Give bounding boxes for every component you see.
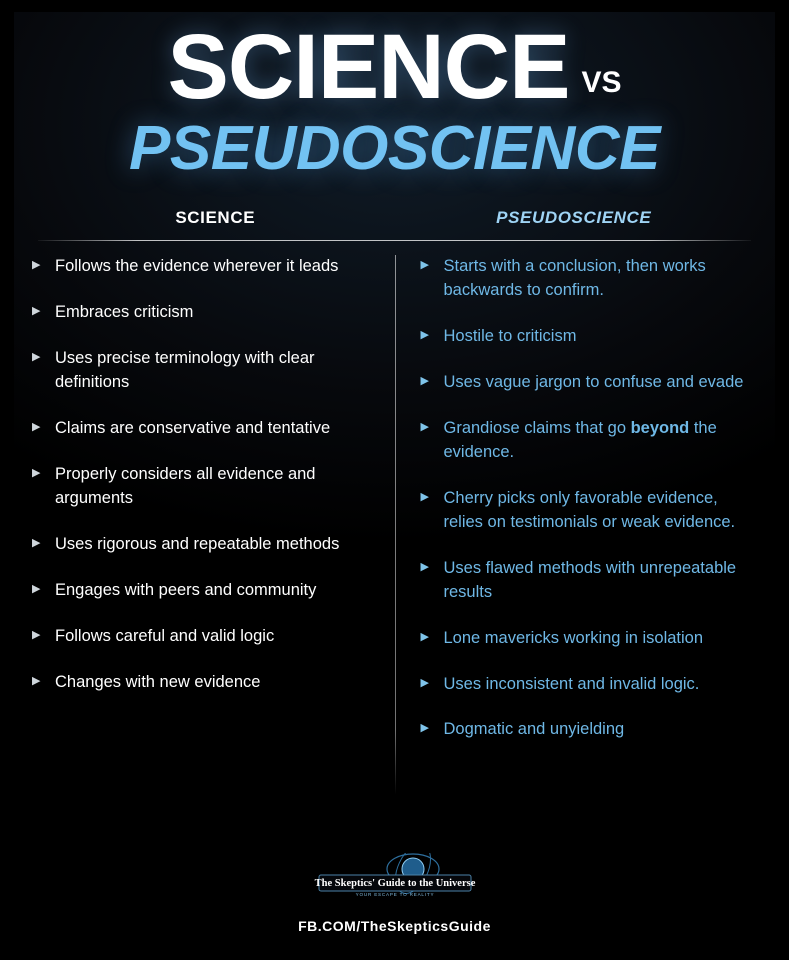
- list-item: [421, 325, 758, 349]
- list-item: [32, 671, 369, 695]
- triangle-bullet-icon: ▶: [32, 351, 41, 364]
- triangle-bullet-icon: ▶: [420, 722, 429, 735]
- title-block: [14, 12, 775, 184]
- poster-inner: [14, 12, 775, 948]
- triangle-bullet-icon: ▶: [32, 421, 41, 434]
- list-item: [421, 417, 758, 465]
- comparison-columns: [14, 255, 775, 764]
- column-headers: [14, 208, 775, 228]
- list-item-label: Engages with peers and community: [55, 580, 317, 599]
- list-item-label: Properly considers all evidence and arguments: [55, 465, 316, 507]
- triangle-bullet-icon: ▶: [420, 676, 429, 689]
- list-item: [32, 579, 369, 603]
- list-item: [32, 301, 369, 325]
- list-item: [421, 673, 758, 697]
- column-header-pseudoscience: PSEUDOSCIENCE: [496, 208, 652, 228]
- list-item-label: Uses inconsistent and invalid logic.: [443, 674, 700, 693]
- list-item: [421, 487, 758, 535]
- logo-tagline-text: YOUR ESCAPE TO REALITY: [355, 892, 434, 897]
- vertical-divider: [395, 255, 396, 795]
- triangle-bullet-icon: ▶: [420, 630, 429, 643]
- logo-title-text: The Skeptics' Guide to the Universe: [314, 878, 475, 889]
- list-item-label: Claims are conservative and tentative: [55, 419, 331, 438]
- list-item: [421, 557, 758, 605]
- list-item-label: Cherry picks only favorable evidence, relies on testimonials or weak evidence.: [443, 488, 736, 531]
- column-header-science: SCIENCE: [175, 208, 256, 228]
- list-item: [32, 625, 369, 649]
- triangle-bullet-icon: ▶: [420, 259, 429, 272]
- title-science: SCIENCE: [167, 16, 570, 118]
- triangle-bullet-icon: ▶: [32, 582, 41, 595]
- sgu-logo: [305, 853, 485, 905]
- triangle-bullet-icon: ▶: [420, 329, 429, 342]
- triangle-bullet-icon: ▶: [32, 628, 41, 641]
- footer: [14, 853, 775, 934]
- list-item: [421, 627, 758, 651]
- title-pseudoscience: PSEUDOSCIENCE: [129, 114, 660, 184]
- list-item-label: Follows careful and valid logic: [55, 626, 275, 645]
- list-item-label: Hostile to criticism: [443, 327, 577, 346]
- list-item-label: Follows the evidence wherever it leads: [55, 257, 339, 276]
- triangle-bullet-icon: ▶: [420, 375, 429, 388]
- list-item: [32, 347, 369, 395]
- list-item-label: Lone mavericks working in isolation: [443, 628, 704, 647]
- title-row: [14, 16, 775, 118]
- science-column: [32, 255, 395, 764]
- list-item-label: Uses vague jargon to confuse and evade: [443, 373, 744, 392]
- list-item-label: Uses flawed methods with unrepeatable results: [443, 558, 737, 601]
- triangle-bullet-icon: ▶: [32, 467, 41, 479]
- header-divider-line: [38, 240, 751, 241]
- list-item-label: Dogmatic and unyielding: [443, 720, 625, 739]
- list-item-label: Changes with new evidence: [55, 672, 261, 691]
- triangle-bullet-icon: ▶: [420, 421, 429, 434]
- pseudoscience-column: [395, 255, 758, 764]
- list-item: [421, 255, 758, 303]
- list-item-label: Starts with a conclusion, then works backwards to confirm.: [443, 257, 706, 300]
- list-item-label: Grandiose claims that go beyond the evidence.: [443, 419, 717, 461]
- triangle-bullet-icon: ▶: [32, 674, 41, 687]
- list-item: [421, 718, 758, 742]
- list-item-label: Uses rigorous and repeatable methods: [55, 534, 340, 553]
- list-item-label: Uses precise terminology with clear definitions: [55, 349, 315, 392]
- triangle-bullet-icon: ▶: [32, 305, 41, 318]
- list-item: [421, 371, 758, 395]
- list-item: [32, 463, 369, 511]
- list-item: [32, 255, 369, 279]
- triangle-bullet-icon: ▶: [32, 536, 41, 549]
- title-vs: VS: [581, 65, 622, 99]
- list-item: [32, 533, 369, 557]
- list-item-label: Embraces criticism: [55, 303, 194, 322]
- facebook-link[interactable]: FB.COM/TheSkepticsGuide: [298, 918, 491, 934]
- triangle-bullet-icon: ▶: [420, 490, 429, 503]
- list-item: [32, 417, 369, 441]
- triangle-bullet-icon: ▶: [420, 560, 429, 573]
- triangle-bullet-icon: ▶: [32, 259, 41, 272]
